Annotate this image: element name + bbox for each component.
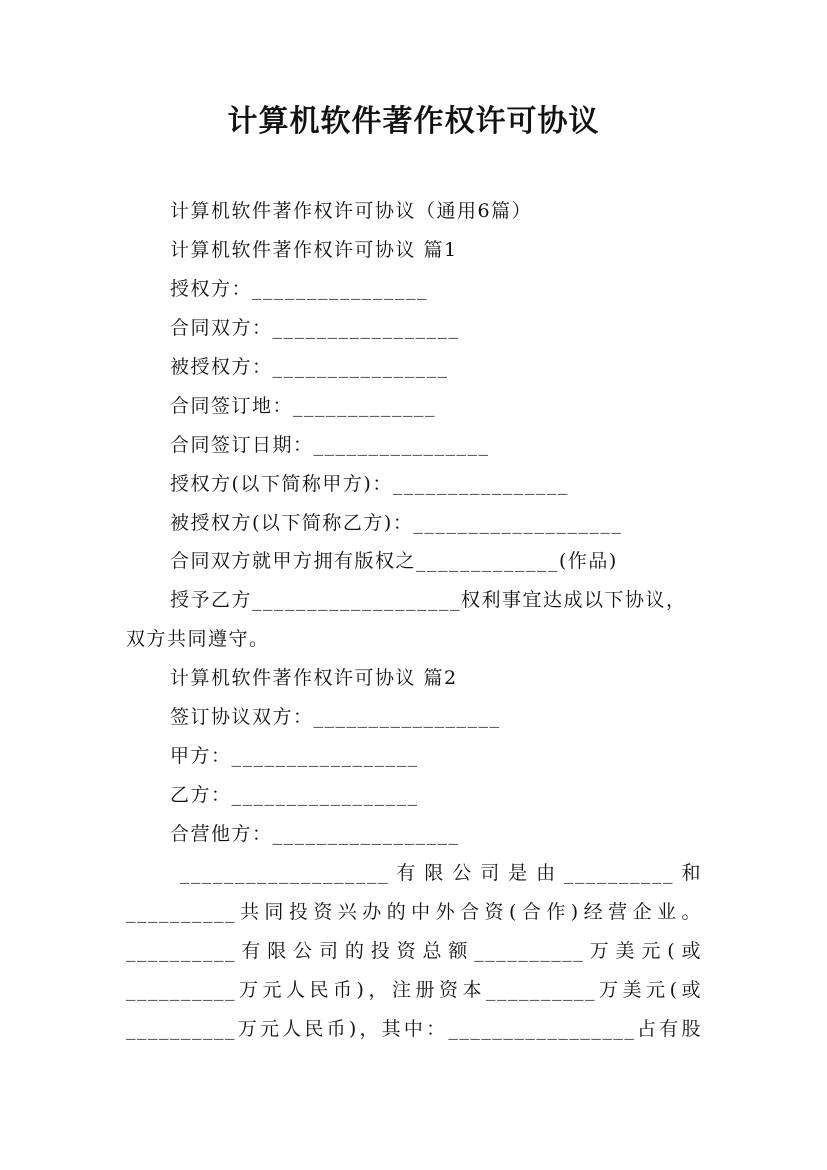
text-line: 被授权方(以下简称乙方)：___________________ [170, 512, 623, 534]
text-line: 乙方：_________________ [170, 784, 419, 806]
text-line: 双方共同遵守。 [126, 628, 270, 650]
section-heading-2: 计算机软件著作权许可协议 篇2 [170, 667, 458, 689]
text-line: 授权方(以下简称甲方)：________________ [170, 473, 569, 495]
text-line: 合营他方：_________________ [170, 823, 460, 845]
text-line: 授予乙方___________________权利事宜达成以下协议， [170, 589, 687, 611]
paragraph-line: __________万元人民币)，注册资本__________万美元(或 [126, 979, 702, 1001]
text-line: 合同签订地：_____________ [170, 395, 437, 417]
text-line: 合同双方：_________________ [170, 317, 460, 339]
paragraph-line: __________万元人民币)，其中：_________________占有股 [126, 1018, 702, 1040]
paragraph-line: ___________________有限公司是由__________和 [180, 862, 702, 884]
text-line: 被授权方：________________ [170, 356, 449, 378]
text-line: 甲方：_________________ [170, 745, 419, 767]
text-line: 合同双方就甲方拥有版权之_____________(作品) [170, 550, 618, 572]
section-heading-1: 计算机软件著作权许可协议 篇1 [170, 239, 458, 261]
text-line: 合同签订日期：________________ [170, 434, 490, 456]
paragraph-line: __________共同投资兴办的中外合资(合作)经营企业。 [126, 901, 702, 923]
paragraph-line: __________有限公司的投资总额__________万美元(或 [126, 940, 702, 962]
text-line: 签订协议双方：_________________ [170, 706, 501, 728]
text-line: 授权方：________________ [170, 278, 429, 300]
document-title: 计算机软件著作权许可协议 [227, 104, 600, 139]
subtitle-line: 计算机软件著作权许可协议（通用6篇） [170, 200, 533, 222]
